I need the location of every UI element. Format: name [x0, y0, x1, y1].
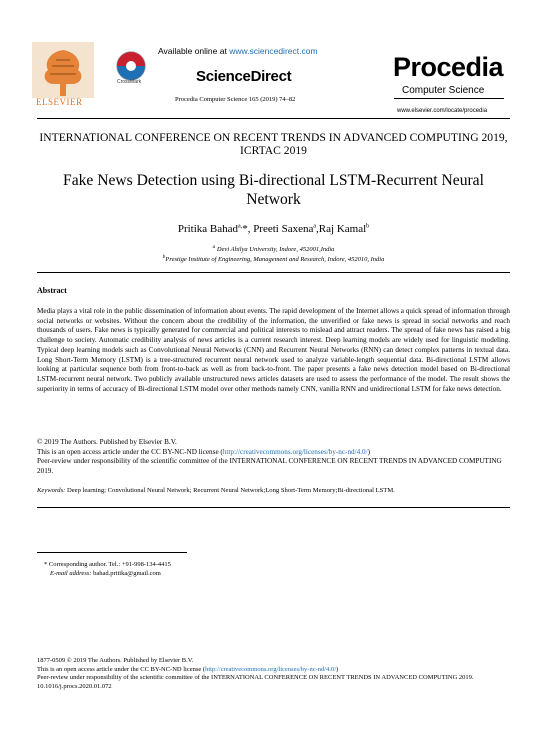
- footer-peer-review-line: Peer-review under responsibility of the scientific committee of the INTERNATIONAL CONFERENCE ON RECENT TRENDS IN ADVANCED COMPUTING 2019.: [37, 674, 474, 682]
- footer-license-prefix: This is an open access article under the CC BY-NC-ND license (: [37, 665, 206, 673]
- footer-license-suffix: ): [336, 665, 339, 673]
- author-name: Raj Kamal: [318, 223, 367, 235]
- license-prefix: This is an open access article under the CC BY-NC-ND license (: [37, 447, 223, 456]
- crossmark-icon[interactable]: [114, 50, 148, 94]
- available-online: [158, 46, 318, 56]
- footer-license-link[interactable]: http://creativecommons.org/licenses/by-nc-nd/4.0/: [205, 665, 336, 673]
- affiliation-text: Devi Ahilya University, Indore, 452001,India: [215, 246, 335, 254]
- paper-title: Fake News Detection using Bi-directional LSTM-Recurrent Neural Network: [63, 172, 484, 208]
- affiliation-a: [37, 244, 510, 253]
- footnote-divider: [37, 552, 187, 553]
- affiliation-mark: b: [162, 254, 166, 260]
- affiliation-mark: a: [212, 244, 216, 250]
- issn-line: 1877-0509 © 2019 The Authors. Published by Elsevier B.V.: [37, 657, 194, 664]
- affiliation-text: Prestige Institute of Engineering, Management and Research, Indore, 452010, India: [165, 256, 385, 264]
- journal-subtitle: Computer Science: [402, 85, 485, 96]
- corresponding-author-line: * Corresponding author. Tel.: +91-998-134-4415: [44, 561, 171, 568]
- elsevier-tree-logo: [32, 42, 94, 104]
- author-affiliation-mark: a,: [238, 223, 243, 230]
- footer-license-line: [37, 666, 510, 675]
- abstract-heading: Abstract: [37, 286, 67, 295]
- copyright-block: [37, 438, 510, 477]
- abstract-top-divider: [37, 272, 510, 273]
- conference-name: INTERNATIONAL CONFERENCE ON RECENT TRENDS IN ADVANCED COMPUTING 2019, ICRTAC 2019: [39, 131, 508, 157]
- email-line: [44, 569, 171, 578]
- doi[interactable]: 10.1016/j.procs.2020.01.072: [37, 682, 112, 690]
- license-link[interactable]: http://creativecommons.org/licenses/by-nc-nd/4.0/: [222, 447, 368, 456]
- affiliation-b: [37, 254, 510, 263]
- author-affiliation-mark: a: [313, 223, 317, 230]
- license-suffix: ): [367, 447, 371, 456]
- publisher-name: ELSEVIER: [36, 97, 83, 107]
- email-address[interactable]: bahad.pritika@gmail.com: [91, 570, 161, 577]
- journal-homepage-link[interactable]: www.elsevier.com/locate/procedia: [397, 108, 488, 114]
- peer-review-line: Peer-review under responsibility of the scientific committee of the INTERNATIONAL CONFERENCE ON RECENT TRENDS IN ADVANCED COMPUTING 2019.: [37, 457, 502, 476]
- abstract-body: Media plays a vital role in the public dissemination of information about events. The rapid development of the Internet allows a quick spread of information through social networks or websites. Without the concern about the credibility of the information, the unverified or fake news is spread in social networks and reach thousands of users. Fake news is typically generated for commercial and political interests to mislead and attract readers. The spread of fake news has raised a big challenge to society. Automatic credibility analysis of news articles is a current research interest. Deep learning models are widely used for linguistic modeling. Typical deep learning models such as Convolutional Neural Networks (CNN) and Recurrent Neural Networks (RNN) can detect complex patterns in textual data. Long Short-Term Memory (LSTM) is a tree-structured recurrent neural network used to analyze variable-length sequential data. Bi-directional LSTM allows looking at particular sequence both from front-to-back as well as from back-to-front. The paper presents a fake news detection model based on Bi-directional LSTM-recurrent neural network. Two publicly available unstructured news articles datasets are used to assess the performance of the model. The result shows the superiority in terms of accuracy of Bi-directional LSTM model over other methods namely CNN, vanilla RNN and unidirectional LSTM for fake news detection.: [37, 307, 510, 393]
- keywords: [37, 487, 510, 494]
- author-affiliation-mark: b: [366, 223, 370, 230]
- email-label: E-mail address:: [50, 570, 92, 577]
- author-separator: *,: [242, 223, 254, 235]
- copyright-line: © 2019 The Authors. Published by Elsevier B.V.: [37, 438, 177, 446]
- header-divider: [37, 118, 510, 119]
- author-name: Preeti Saxena: [253, 223, 314, 235]
- keywords-label: Keywords:: [37, 487, 66, 494]
- license-line: [37, 448, 510, 458]
- author-separator: ,: [316, 223, 319, 235]
- corresponding-author-footnote: [44, 560, 171, 578]
- sciencedirect-link[interactable]: www.sciencedirect.com: [229, 46, 318, 56]
- crossmark-label: CrossMark: [117, 79, 142, 85]
- journal-reference: Procedia Computer Science 165 (2019) 74–82: [175, 96, 296, 103]
- author-list: [37, 223, 510, 235]
- sciencedirect-title: ScienceDirect: [196, 68, 292, 85]
- journal-brand-divider: [394, 98, 504, 99]
- journal-brand: Procedia: [393, 52, 504, 82]
- keywords-text: Deep learning; Convolutional Neural Network; Recurrent Neural Network;Long Short-Term Memory;Bi-directional LSTM.: [65, 487, 395, 494]
- author-name: Pritika Bahad: [177, 223, 239, 235]
- available-prefix: Available online at: [158, 46, 230, 56]
- page-footer: [37, 657, 510, 691]
- abstract-bottom-divider: [37, 507, 510, 508]
